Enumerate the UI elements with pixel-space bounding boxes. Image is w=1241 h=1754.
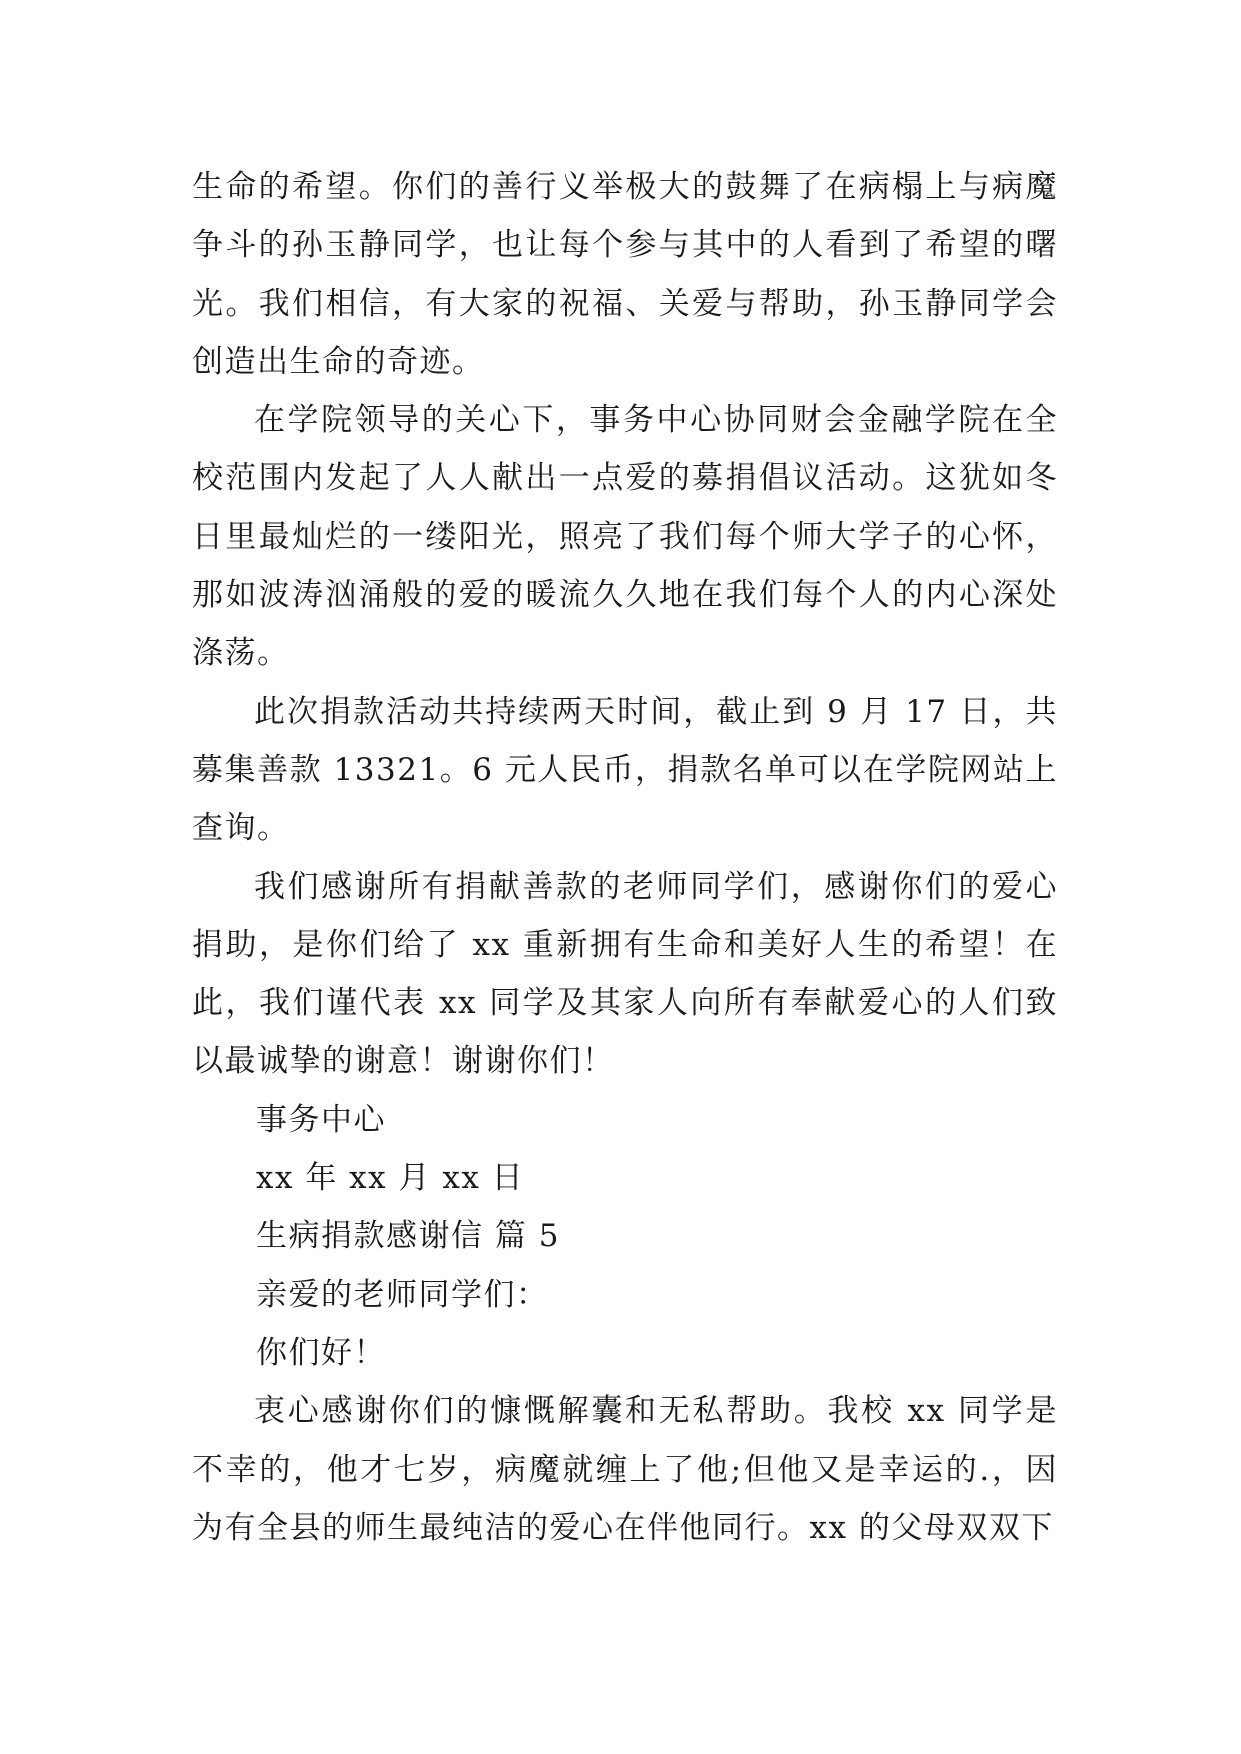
salutation: 亲爱的老师同学们： — [256, 1276, 549, 1313]
body-paragraph: 衷心感谢你们的慷慨解囊和无私帮助。我校 xx 同学是不幸的，他才七岁，病魔就缠上了他;但他又是幸运的.，因为有全县的师生最纯洁的爱心在伴他同行。xx 的父母双双下 — [192, 1393, 1058, 1546]
article-title: 生病捐款感谢信 篇 5 — [256, 1218, 560, 1255]
greeting: 你们好！ — [256, 1334, 386, 1371]
body-paragraph: 在学院领导的关心下，事务中心协同财会金融学院在全校范围内发起了人人献出一点爱的募捐倡议活动。这犹如冬日里最灿烂的一缕阳光，照亮了我们每个师大学子的心怀，那如波涛汹涌般的爱的暖流久久地在我们每个人的内心深处涤荡。 — [192, 402, 1058, 672]
letter-date: xx 年 xx 月 xx 日 — [256, 1160, 525, 1197]
document-body — [192, 158, 1058, 1557]
body-paragraph: 生命的希望。你们的善行义举极大的鼓舞了在病榻上与病魔争斗的孙玉静同学，也让每个参与其中的人看到了希望的曙光。我们相信，有大家的祝福、关爱与帮助，孙玉静同学会创造出生命的奇迹。 — [192, 169, 1058, 380]
body-paragraph: 我们感谢所有捐献善款的老师同学们，感谢你们的爱心捐助，是你们给了 xx 重新拥有生命和美好人生的希望！在此，我们谨代表 xx 同学及其家人向所有奉献爱心的人们致以最诚挚的谢意！谢谢你们！ — [192, 868, 1058, 1080]
body-paragraph: 此次捐款活动共持续两天时间，截止到 9 月 17 日，共募集善款 13321。6 元人民币，捐款名单可以在学院网站上查询。 — [192, 693, 1058, 847]
signature: 事务中心 — [256, 1101, 386, 1138]
